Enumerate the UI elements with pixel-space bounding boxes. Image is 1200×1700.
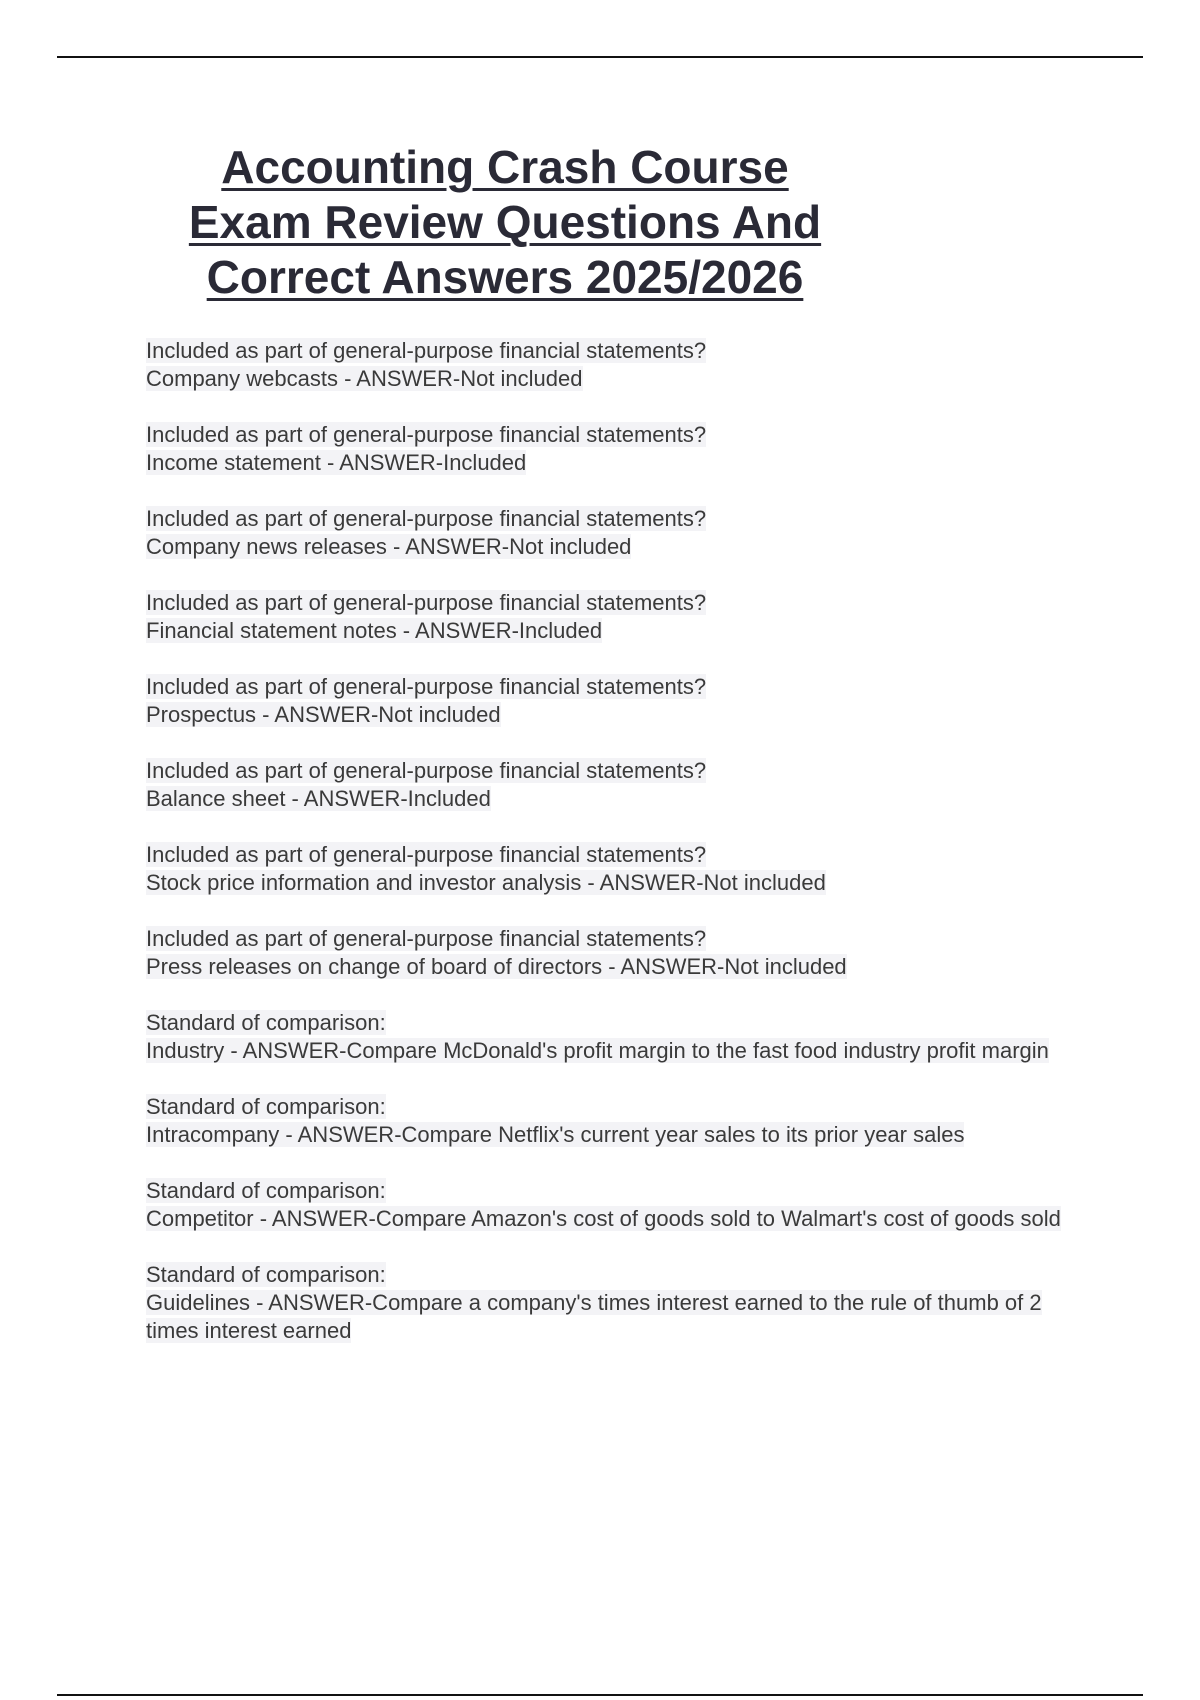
qa-item — [146, 421, 1096, 477]
qa-question: Standard of comparison: — [146, 1262, 386, 1287]
qa-item — [146, 337, 1096, 393]
qa-question: Included as part of general-purpose financial statements? — [146, 590, 707, 615]
qa-question: Included as part of general-purpose financial statements? — [146, 758, 707, 783]
qa-answer: Financial statement notes - ANSWER-Included — [146, 618, 603, 643]
qa-item — [146, 1177, 1096, 1233]
qa-answer: Income statement - ANSWER-Included — [146, 450, 527, 475]
qa-item — [146, 673, 1096, 729]
qa-item — [146, 1093, 1096, 1149]
qa-answer: Balance sheet - ANSWER-Included — [146, 786, 491, 811]
qa-question: Included as part of general-purpose financial statements? — [146, 422, 707, 447]
qa-answer: Guidelines - ANSWER-Compare a company's times interest earned to the rule of thumb of 2 times interest earned — [146, 1290, 1042, 1343]
qa-item — [146, 505, 1096, 561]
qa-item — [146, 841, 1096, 897]
qa-answer: Stock price information and investor analysis - ANSWER-Not included — [146, 870, 826, 895]
qa-question: Included as part of general-purpose financial statements? — [146, 338, 707, 363]
qa-question: Included as part of general-purpose financial statements? — [146, 506, 707, 531]
qa-item — [146, 925, 1096, 981]
qa-item — [146, 589, 1096, 645]
qa-question: Included as part of general-purpose financial statements? — [146, 674, 707, 699]
qa-question: Included as part of general-purpose financial statements? — [146, 842, 707, 867]
qa-answer: Competitor - ANSWER-Compare Amazon's cost of goods sold to Walmart's cost of goods sold — [146, 1206, 1061, 1231]
qa-list — [146, 337, 1096, 1373]
qa-answer: Company webcasts - ANSWER-Not included — [146, 366, 583, 391]
qa-answer: Press releases on change of board of directors - ANSWER-Not included — [146, 954, 847, 979]
title-line-3: Correct Answers 2025/2026 — [206, 251, 804, 303]
bottom-rule — [57, 1694, 1143, 1696]
qa-answer: Prospectus - ANSWER-Not included — [146, 702, 501, 727]
qa-answer: Industry - ANSWER-Compare McDonald's profit margin to the fast food industry profit margin — [146, 1038, 1049, 1063]
qa-item — [146, 757, 1096, 813]
qa-question: Standard of comparison: — [146, 1178, 386, 1203]
qa-item — [146, 1009, 1096, 1065]
qa-question: Standard of comparison: — [146, 1094, 386, 1119]
title-line-2: Exam Review Questions And — [188, 196, 822, 248]
qa-question: Included as part of general-purpose financial statements? — [146, 926, 707, 951]
title-line-1: Accounting Crash Course — [221, 141, 789, 193]
qa-question: Standard of comparison: — [146, 1010, 386, 1035]
qa-answer: Company news releases - ANSWER-Not included — [146, 534, 632, 559]
top-rule — [57, 56, 1143, 58]
qa-answer: Intracompany - ANSWER-Compare Netflix's current year sales to its prior year sales — [146, 1122, 965, 1147]
qa-item — [146, 1261, 1096, 1345]
document-title — [150, 140, 860, 305]
